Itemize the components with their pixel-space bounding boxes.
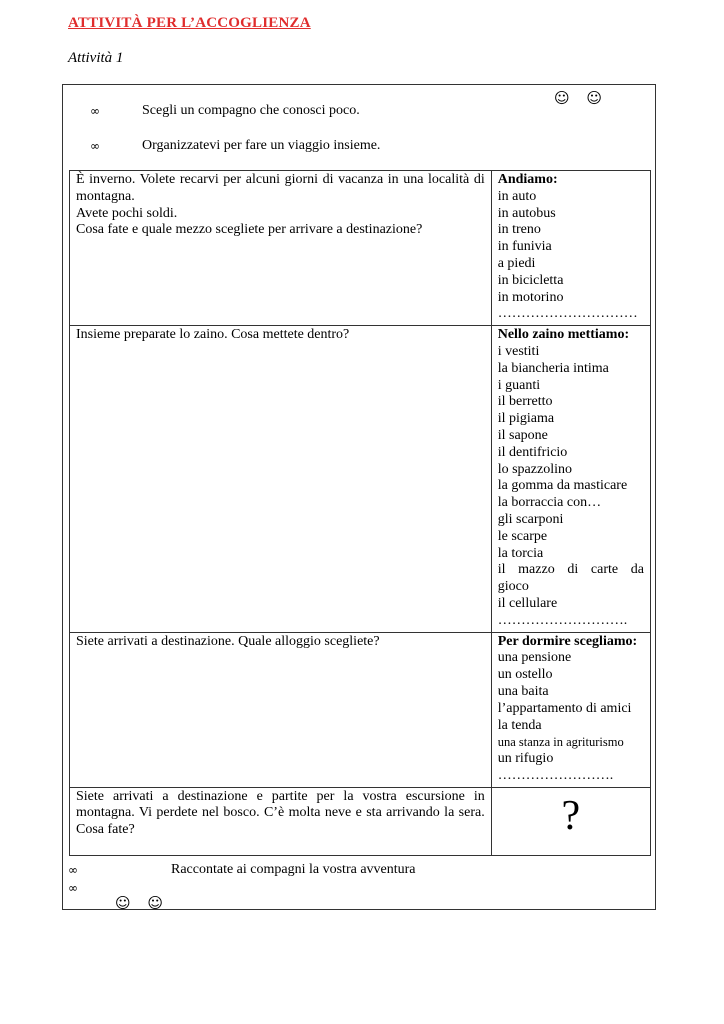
list-item: in autobus (497, 205, 556, 221)
infinity-bullet-icon: ∞ (90, 139, 100, 153)
list-item: la torcia (497, 545, 544, 561)
infinity-bullet-icon: ∞ (68, 863, 78, 877)
list-item: in funivia (497, 239, 552, 255)
list-item: il pigiama (497, 411, 555, 427)
list-item: la borraccia con… (497, 495, 602, 511)
activity-table (69, 170, 651, 856)
answer-header: Nello zaino mettiamo: (497, 327, 630, 343)
answer-cell (491, 632, 650, 787)
infinity-bullet-icon: ∞ (90, 104, 100, 118)
table-row (70, 787, 651, 855)
answer-cell (491, 326, 650, 632)
list-item: il dentifricio (497, 444, 568, 460)
list-item: la biancheria intima (497, 360, 609, 376)
question-cell (70, 171, 492, 326)
question-cell (70, 787, 492, 855)
intro-bullet-text: Organizzatevi per fare un viaggio insieme. (142, 138, 381, 153)
intro-bullet-text: Scegli un compagno che conosci poco. (142, 103, 360, 118)
answer-cell (491, 171, 650, 326)
question-cell (70, 326, 492, 632)
table-row (70, 171, 651, 326)
footer-text: Raccontate ai compagni la vostra avventura (171, 862, 416, 877)
smiley-icon: ☺ ☺ (115, 894, 170, 912)
list-item: la gomma da masticare (497, 478, 628, 494)
list-item: i vestiti (497, 343, 540, 359)
question-text: Insieme preparate lo zaino. Cosa mettete dentro? (76, 327, 350, 343)
list-item: a piedi (497, 255, 536, 271)
question-text: Siete arrivati a destinazione. Quale alloggio scegliete? (76, 633, 380, 649)
list-item: lo spazzolino (497, 461, 572, 477)
list-item: in motorino (497, 289, 564, 305)
list-item: una pensione (497, 650, 572, 666)
list-item: in treno (497, 222, 541, 238)
list-item: il cellulare (497, 595, 558, 611)
dotted-line: ……………………. (497, 767, 614, 783)
activity-subtitle: Attività 1 (68, 50, 124, 66)
list-item: una baita (497, 683, 549, 699)
dotted-line: ………………………… (497, 306, 638, 322)
list-item: gli scarponi (497, 511, 564, 527)
answer-header: Per dormire scegliamo: (497, 633, 638, 649)
list-item: la tenda (497, 717, 542, 733)
list-item: in auto (497, 188, 537, 204)
question-mark-icon: ? (561, 792, 581, 839)
list-item: gioco (497, 579, 529, 595)
smiley-icon: ☺ ☺ (554, 89, 609, 107)
question-cell (70, 632, 492, 787)
answer-header: Andiamo: (497, 172, 558, 187)
page-title: ATTIVITÀ PER L’ACCOGLIENZA (68, 15, 311, 31)
list-item: l’appartamento di amici (497, 700, 632, 716)
list-item: una stanza in agriturismo (497, 735, 624, 750)
question-text: È inverno. Volete recarvi per alcuni giorni di vacanza in una località di montagna. (76, 172, 485, 204)
list-item: il berretto (497, 394, 553, 410)
question-text: Cosa fate e quale mezzo scegliete per arrivare a destinazione? (76, 222, 423, 238)
table-row (70, 632, 651, 787)
list-item: il sapone (497, 427, 548, 443)
dotted-line: ………………………. (497, 612, 628, 628)
list-item: il mazzo di carte da (497, 562, 644, 578)
list-item: le scarpe (497, 528, 548, 544)
list-item: i guanti (497, 377, 541, 393)
question-text: Avete pochi soldi. (76, 205, 178, 221)
answer-cell (491, 787, 650, 855)
list-item: un ostello (497, 667, 553, 683)
question-text: Siete arrivati a destinazione e partite per la vostra escursione in montagna. Vi perdete nel bosco. C’è molta neve e sta arrivando la sera. Cosa fate? (76, 788, 485, 838)
table-row (70, 326, 651, 632)
list-item: in bicicletta (497, 272, 564, 288)
list-item: un rifugio (497, 751, 554, 767)
infinity-bullet-icon: ∞ (68, 881, 78, 895)
